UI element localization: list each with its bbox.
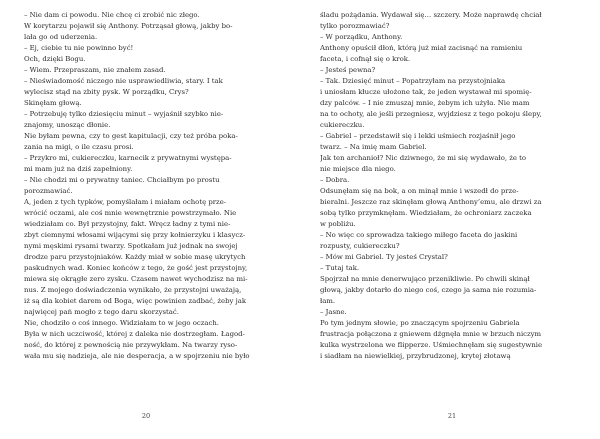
text-line: głową, jakby dotarło do niego coś, czego ja sama nie rozumia-	[320, 286, 537, 294]
text-line: – Jesteś pewna?	[320, 66, 376, 74]
text-line: frustracja połączona z gniewem dźgnęła mnie w brzuch niczym	[320, 330, 542, 338]
text-line: twarz. – Na imię mam Gabriel.	[320, 143, 427, 151]
text-line: – Nie chodzi mi o prywatny taniec. Chciałbym po prostu	[24, 176, 220, 184]
text-line: – Nie dam ci powodu. Nie chcę ci zrobić nic złego.	[24, 11, 200, 19]
text-line: paskudnych wad. Koniec końców z tego, że gość jest przystojny,	[24, 264, 248, 272]
text-line: ność, do której z pewnością nie przywykłam. Na twarzy ryso-	[24, 341, 238, 349]
text-line: A, jeden z tych typków, pomyślałam i miałam ochotę prze-	[24, 198, 227, 206]
text-line: cukiereczku.	[320, 121, 365, 129]
text-line: Odsunęłam się na bok, a on minął mnie i wszedł do prze-	[320, 187, 519, 195]
text-line: nus. Z mojego doświadczenia wynikało, że przystojni uważają,	[24, 286, 242, 294]
text-line: – Nieświadomość niczego nie usprawiedliwia, stary. I tak	[24, 77, 223, 85]
text-line: – Gabriel – przedstawił się i lekki uśmiech rozjaśnił jego	[320, 132, 516, 140]
text-line: – Tutaj tak.	[320, 264, 360, 272]
text-line: drodze paru przystojniaków. Każdy miał w sobie masę ukrytych	[24, 253, 246, 261]
page-number-left: 20	[141, 412, 151, 420]
text-line: Och, dzięki Bogu.	[24, 55, 86, 63]
left-page	[24, 10, 280, 410]
text-line: – Potrzebuję tylko dziesięciu minut – wyjaśnił szybko nie-	[24, 110, 224, 118]
page-number-right: 21	[447, 412, 457, 420]
text-line: miewa się okrągłe zero zysku. Czasem nawet wychodzisz na mi-	[24, 275, 248, 283]
text-line: zbyt ciemnymi włosami wijącymi się przy kołnierzyku i klasycz-	[24, 231, 246, 239]
text-line: nie miejsce dla niego.	[320, 165, 396, 173]
text-line: zania na migi, o ile czasu prosi.	[24, 143, 134, 151]
text-line: łam.	[320, 297, 336, 305]
text-line: Była w nich uczciwość, której z daleka nie dostrzegłam. Łagod-	[24, 330, 245, 338]
text-line: Jak ten archanioł? Nic dziwnego, że mi się wydawało, że to	[320, 154, 527, 162]
text-line: – Dobra.	[320, 176, 350, 184]
text-line: wała mu się nadzieja, ale nie desperacja, a w spojrzeniu nie było	[24, 352, 250, 360]
text-line: w pobliżu.	[320, 220, 356, 228]
text-line: faceta, i cofnął się o krok.	[320, 55, 411, 63]
text-line: Skinęłam głową.	[24, 99, 82, 107]
text-line: – Ej, ciebie tu nie powinno być!	[24, 44, 134, 52]
text-line: Nie byłam pewna, czy to gest kapitulacji, czy też próba poka-	[24, 132, 238, 140]
text-line: W korytarzu pojawił się Anthony. Potrząsał głową, jakby bo-	[24, 22, 233, 30]
text-line: – Przykro mi, cukiereczku, karnecik z prywatnymi występa-	[24, 154, 232, 162]
text-line: rozpusty, cukiereczku?	[320, 242, 400, 250]
text-line: – Wiem. Przepraszam, nie znałem zasad.	[24, 66, 166, 74]
text-line: porozmawiać.	[24, 187, 73, 195]
text-line: kulka wystrzelona we flipperze. Uśmiechnęłam się sugestywnie	[320, 341, 543, 349]
text-line: i siadłam na niewielkiej, przybrudzonej, krytej złotawą	[320, 352, 511, 360]
text-line: – W porządku, Anthony.	[320, 33, 403, 41]
text-line: iż są dla kobiet darem od Boga, więc powinien zadbać, żeby jak	[24, 297, 246, 305]
text-line: sobą tylko przymknęłam. Wiedziałam, że ochroniarz zaczeka	[320, 209, 532, 217]
text-line: wylecisz stąd na zbity pysk. W porządku, Crys?	[24, 88, 189, 96]
text-line: Anthony opuścił dłoń, którą już miał zacisnąć na ramieniu	[320, 44, 523, 52]
text-line: tylko porozmawiać?	[320, 22, 390, 30]
text-line: śladu pożądania. Wydawał się… szczery. Może naprawdę chciał	[320, 11, 542, 19]
text-line: – Jasne.	[320, 308, 347, 316]
text-line: Po tym jednym słowie, po znaczącym spojrzeniu Gabriela	[320, 319, 520, 327]
text-line: znajomy, unosząc dłonie.	[24, 121, 111, 129]
text-line: mi mam już na dziś zapełniony.	[24, 165, 133, 173]
text-line: bieralni. Jeszcze raz skinęłam głową Anthony’emu, ale drzwi za	[320, 198, 542, 206]
text-line: dzy palców. – I nie zmuszaj mnie, żebym ich użyła. Nie mam	[320, 99, 530, 107]
text-line: – Tak. Dziesięć minut – Popatrzyłam na przystojniaka	[320, 77, 506, 85]
text-line: nymi męskimi rysami twarzy. Spotkałam już jednak na swojej	[24, 242, 238, 250]
text-line: wiedziałam co. Był przystojny, fakt. Wręcz ładny z tymi nie-	[24, 220, 231, 228]
text-line: i uniosłam kłucze ułożone tak, że jeden wystawał mi spomię-	[320, 88, 532, 96]
text-line: Nie, chodziło o coś innego. Widziałam to w jego oczach.	[24, 319, 219, 327]
right-page	[320, 10, 576, 410]
text-line: wrócić oczami, ale coś mnie wewnętrznie powstrzymało. Nie	[24, 209, 237, 217]
text-line: lała go od uderzenia.	[24, 33, 98, 41]
text-line: Spojrzał na mnie denerwująco przenikliwie. Po chwili skinął	[320, 275, 530, 283]
text-line: – Mów mi Gabriel. Ty jesteś Crystal?	[320, 253, 448, 261]
text-line: – No więc co sprowadza takiego miłego faceta do jaskini	[320, 231, 518, 239]
text-line: na to ochoty, ale jeśli przegniesz, wyjdziesz z tego pokoju ślepy,	[320, 110, 542, 118]
text-line: najwięcej pań mogło z tego daru skorzystać.	[24, 308, 179, 316]
